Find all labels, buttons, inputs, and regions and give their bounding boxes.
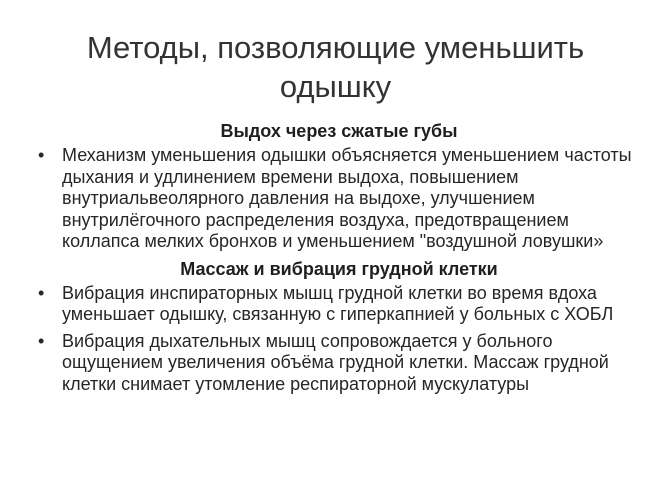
bullet-text: Вибрация дыхательных мышц сопровождается у больного ощущением увеличения объёма грудной клетки. Массаж грудной клетки снимает утомление респираторной мускулатуры	[62, 330, 609, 394]
section-heading: Выдох через сжатые губы	[220, 121, 458, 141]
bullet-list	[34, 145, 644, 253]
list-item	[34, 145, 644, 253]
section-pursed-lip-breathing	[34, 120, 644, 253]
list-item	[34, 331, 644, 396]
bullet-list	[34, 283, 644, 396]
bullet-text: Вибрация инспираторных мышц грудной клетки во время вдоха уменьшает одышку, связанную с гиперкапнией у больных с ХОБЛ	[62, 282, 614, 324]
bullet-text: Механизм уменьшения одышки объясняется уменьшением частоты дыхания и удлинением времени выдоха, повышением внутриальвеолярного давления на выдохе, улучшением внутрилёгочного распределения воздуха, предотвращением коллапса мелких бронхов и уменьшением "воздушной ловушки»	[62, 145, 632, 251]
slide-title: Методы, позволяющие уменьшить одышку	[86, 30, 585, 104]
section-heading: Массаж и вибрация грудной клетки	[180, 258, 498, 279]
slide-content	[34, 120, 644, 400]
list-item	[34, 283, 644, 326]
bullet-icon: •	[38, 330, 45, 351]
section-chest-massage-vibration	[34, 258, 644, 396]
bullet-icon: •	[38, 282, 45, 303]
bullet-icon: •	[38, 145, 45, 165]
